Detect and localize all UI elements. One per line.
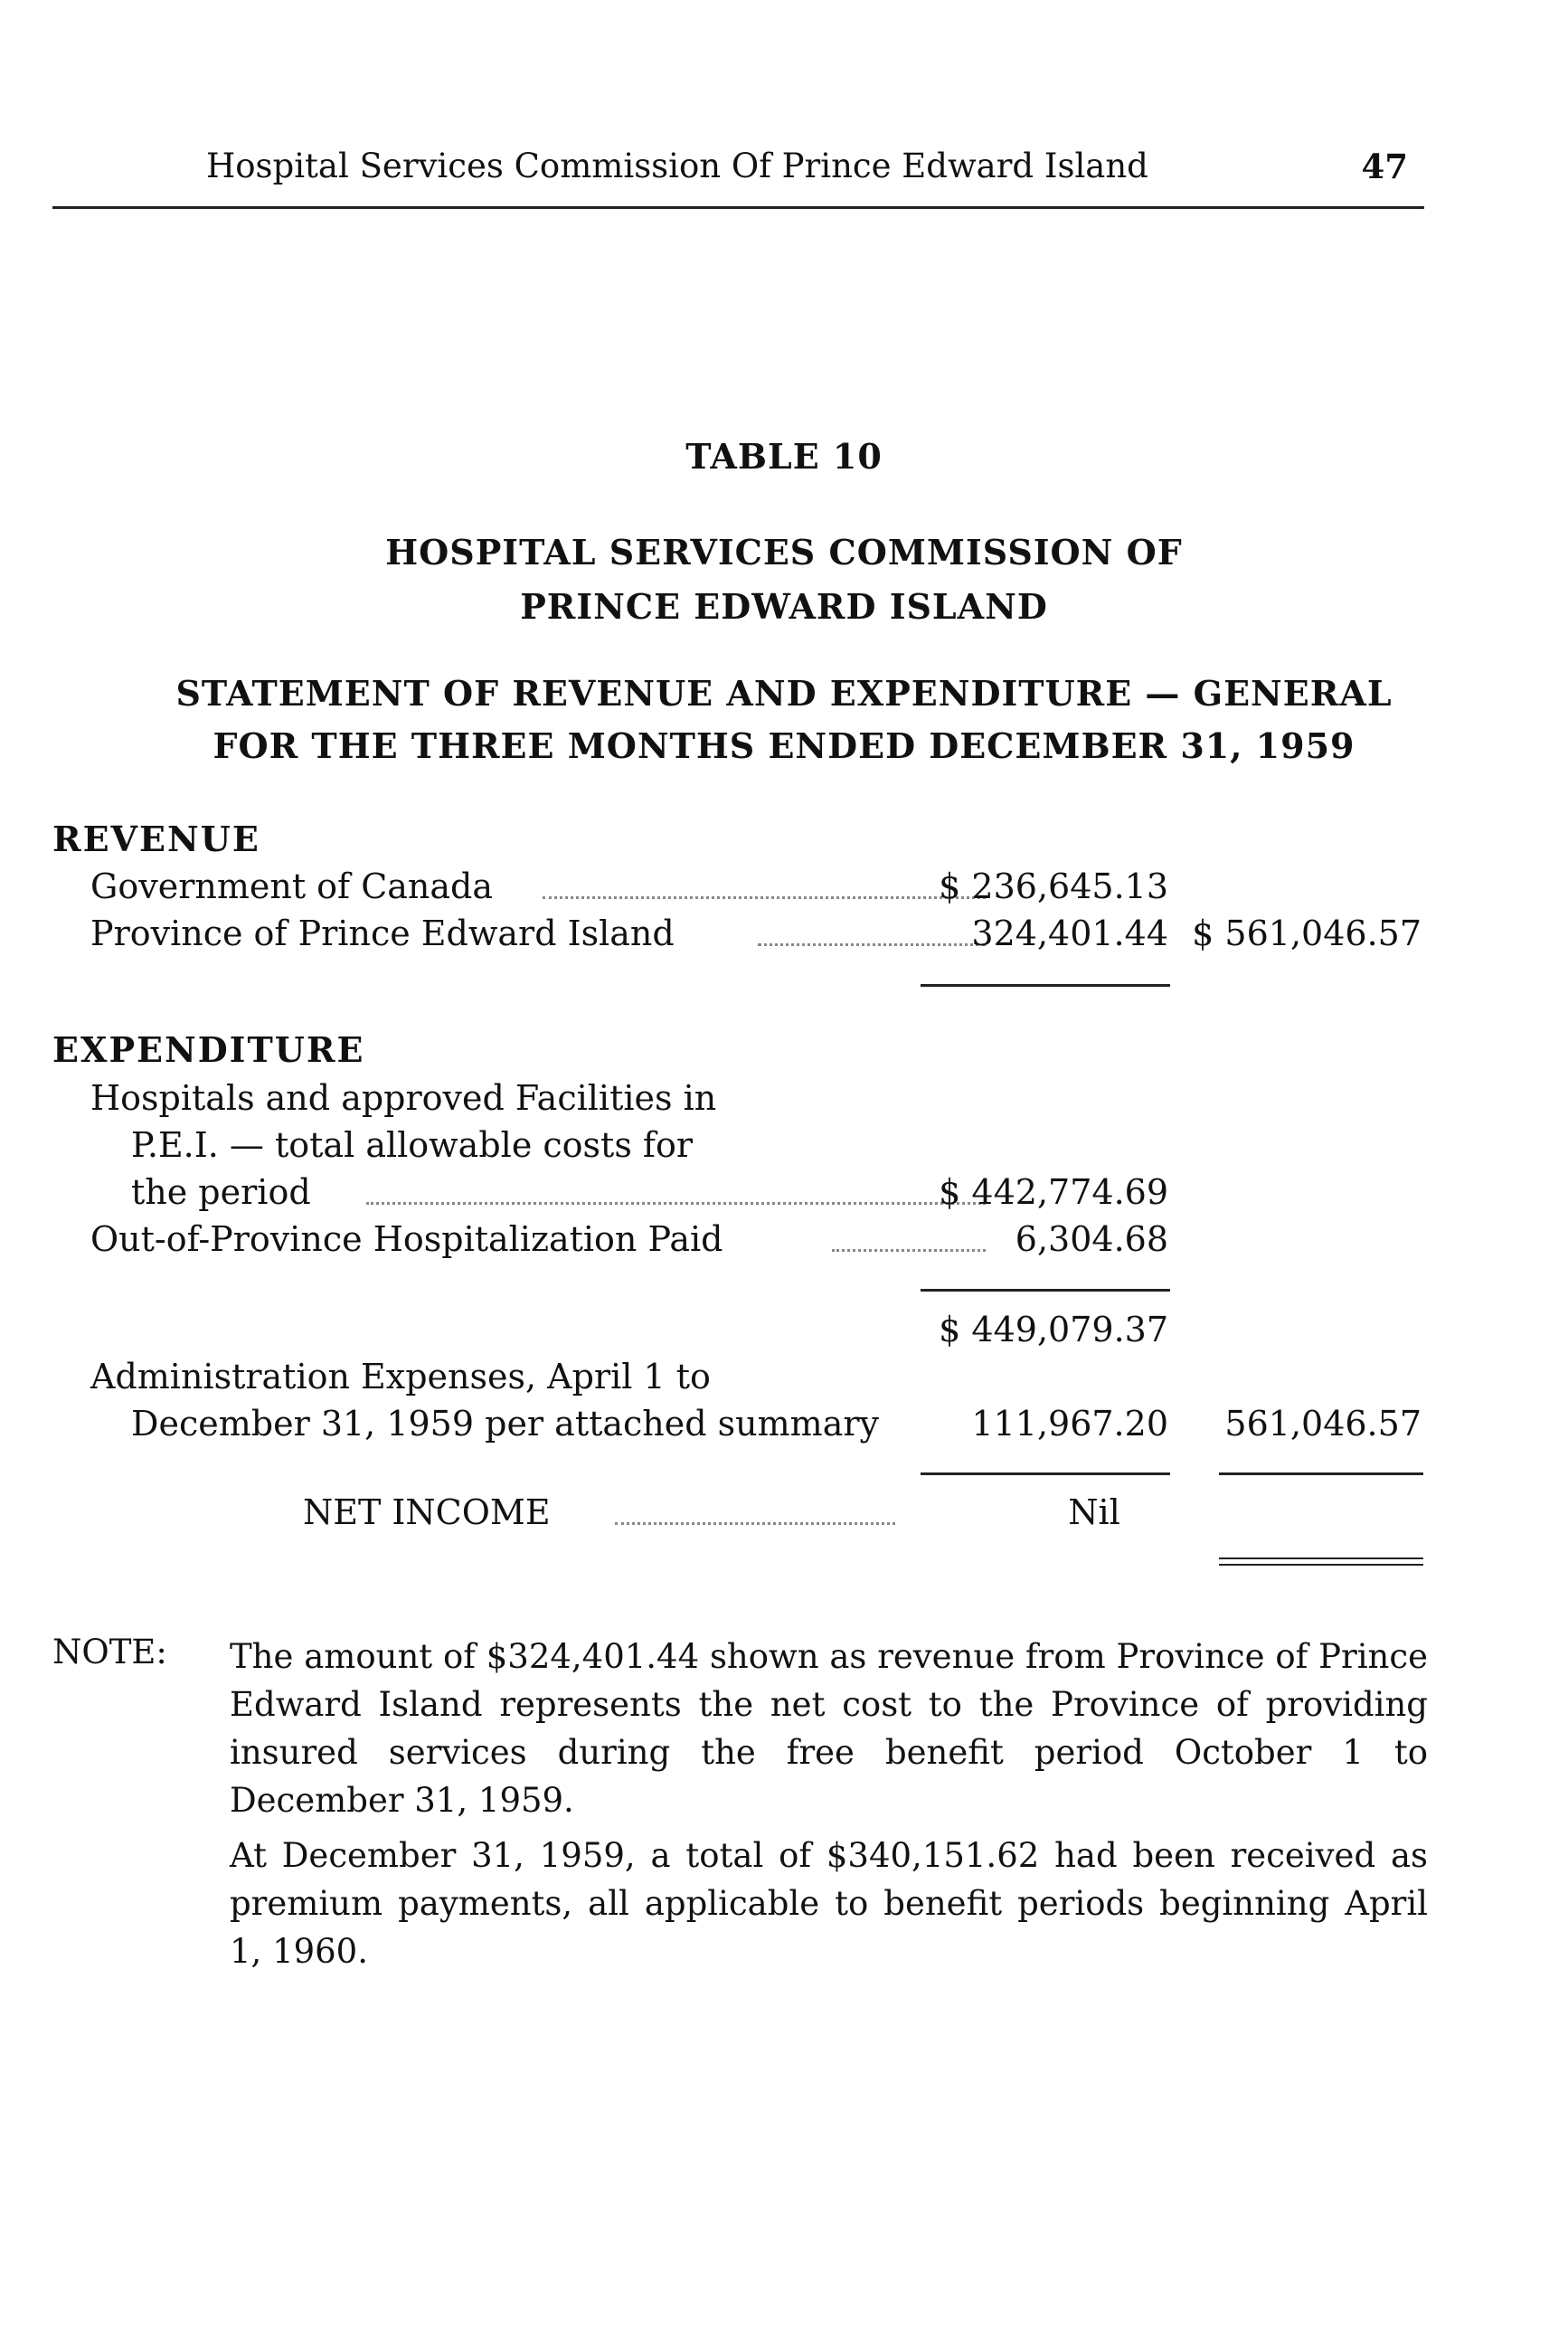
double-rule-top — [1219, 1557, 1423, 1559]
running-header — [52, 147, 1424, 201]
note-paragraph-1: The amount of $324,401.44 shown as revenue from Province of Prince Edward Island represents the net cost to the Province of providing insured services during the free benefit period October 1 to December 31, 1959. — [230, 1637, 1428, 1820]
title-line-2: PRINCE EDWARD ISLAND — [520, 586, 1048, 627]
title-line-1: HOSPITAL SERVICES COMMISSION OF — [385, 532, 1183, 573]
admin-rule — [921, 1472, 1170, 1475]
revenue-row-government — [90, 866, 1422, 914]
hospitals-label-line-2: P.E.I. — total allowable costs for — [131, 1125, 694, 1165]
page-number: 47 — [1361, 147, 1408, 186]
revenue-row-label: Province of Prince Edward Island — [90, 914, 675, 953]
hospitals-label-line-3: the period — [131, 1172, 311, 1212]
expenditure-subtotal-row — [90, 1310, 1422, 1357]
admin-amount: 111,967.20 — [971, 1404, 1168, 1444]
expenditure-heading: EXPENDITURE — [52, 1029, 365, 1070]
table-number: TABLE 10 — [685, 436, 883, 477]
expenditure-total-rule — [1219, 1472, 1423, 1475]
net-income-label: NET INCOME — [303, 1492, 551, 1532]
double-rule-bottom — [1219, 1564, 1423, 1566]
revenue-row-amount: $ 236,645.13 — [939, 866, 1168, 906]
header-rule — [52, 206, 1424, 209]
out-of-province-amount: 6,304.68 — [1015, 1219, 1168, 1259]
out-of-province-row — [90, 1219, 1422, 1266]
dot-leader — [366, 1202, 986, 1205]
net-income-row — [303, 1492, 1422, 1539]
hospitals-amount: $ 442,774.69 — [939, 1172, 1168, 1212]
revenue-row-province — [90, 914, 1422, 961]
running-title: Hospital Services Commission Of Prince Edward Island — [206, 147, 1148, 185]
admin-label-line-1: Administration Expenses, April 1 to — [90, 1357, 711, 1396]
expenditure-total: 561,046.57 — [1224, 1404, 1422, 1444]
title-line-3: STATEMENT OF REVENUE AND EXPENDITURE — GENERAL — [175, 673, 1393, 714]
hospitals-row — [131, 1172, 1422, 1219]
revenue-heading: REVENUE — [52, 819, 260, 859]
admin-row — [131, 1404, 1422, 1451]
note-paragraph-2: At December 31, 1959, a total of $340,151.62 had been received as premium payments, all applicable to benefit periods beginning April 1, 1960. — [230, 1836, 1428, 1971]
dot-leader — [543, 896, 986, 899]
out-of-province-label: Out-of-Province Hospitalization Paid — [90, 1219, 723, 1259]
admin-label-line-2: December 31, 1959 per attached summary — [131, 1404, 880, 1444]
net-income-value: Nil — [1068, 1492, 1120, 1532]
dot-leader — [615, 1522, 895, 1525]
revenue-row-label: Government of Canada — [90, 866, 494, 906]
note-label: NOTE: — [52, 1633, 167, 1671]
hospitals-label-line-1: Hospitals and approved Facilities in — [90, 1078, 717, 1118]
revenue-row-total: $ 561,046.57 — [1192, 914, 1422, 953]
revenue-subtotal-rule — [921, 984, 1170, 987]
expenditure-subtotal-rule — [921, 1289, 1170, 1292]
expenditure-subtotal: $ 449,079.37 — [939, 1310, 1168, 1349]
title-line-4: FOR THE THREE MONTHS ENDED DECEMBER 31, 1959 — [213, 725, 1355, 766]
revenue-row-amount: 324,401.44 — [971, 914, 1168, 953]
